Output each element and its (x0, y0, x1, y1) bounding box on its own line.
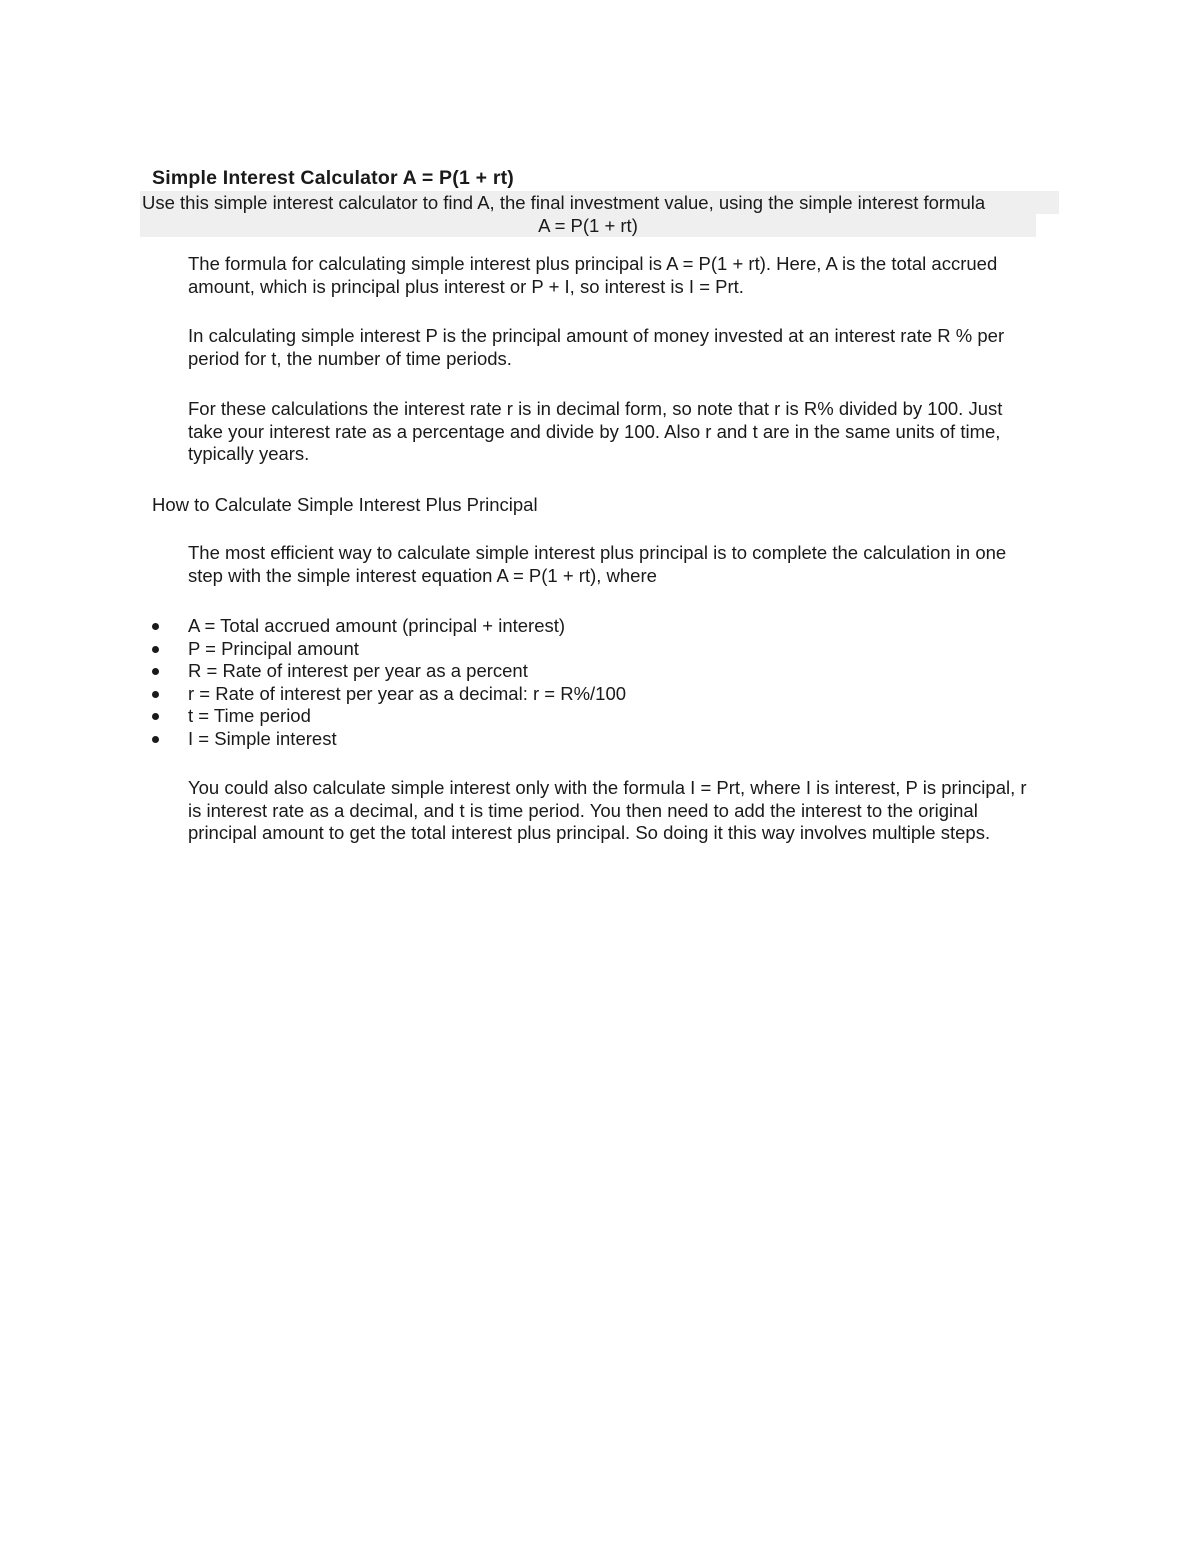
paragraph-efficient-way: The most efficient way to calculate simple interest plus principal is to complete the calculation in one step with the simple interest equation A = P(1 + rt), where (188, 542, 1007, 586)
document-page: Simple Interest Calculator A = P(1 + rt) Use this simple interest calculator to find A, the final investment value, using the simple interest formula A = P(1 + rt) The formula for calculating simple interest plus principal is A = P(1 + rt). Here, A is the total accrued amount, which is principal plus interest or P + I, so interest is I = Prt. In calculating simple interest P is the principal amount of money invested at an interest rate R % per period for t, the number of time periods. For these calculations the interest rate r is in decimal form, so note that r is R% divided by 100. Just take your interest rate as a percentage and divide by 100. Also r and t are in the same units of time, typically years. How to Calculate Simple Interest Plus Principal The most efficient way to calculate simple interest plus principal is to complete the calculation in one step with the simple interest equation A = P(1 + rt), where A = Total accrued amount (principal + interest) P = Principal amount R = Rate of interest per year as a percent r = Rate of interest per year as a decimal: r = R%/100 t = Time period I = Simple interest You could also calculate simple interest only with the formula I = Prt, where I is interest, P is principal, r is interest rate as a decimal, and t is time period. You then need to add the interest to the original principal amount to get the total interest plus principal. So doing it this way involves multiple steps. (0, 0, 1200, 1553)
paragraph-interest-only: You could also calculate simple interest only with the formula I = Prt, where I is interest, P is principal, r is interest rate as a decimal, and t is time period. You then need to add the interest to the original principal amount to get the total interest plus principal. So doing it this way involves multiple steps. (188, 777, 1027, 844)
bullet-icon (152, 691, 159, 698)
section-heading: How to Calculate Simple Interest Plus Principal (152, 494, 538, 515)
bullet-icon (152, 736, 159, 743)
bullet-icon (152, 668, 159, 675)
bullet-icon (152, 623, 159, 630)
paragraph-decimal-rate: For these calculations the interest rate r is in decimal form, so note that r is R% divided by 100. Just take your interest rate as a percentage and divide by 100. Also r and t are in the same units of time, typically years. (188, 398, 1003, 465)
intro-text-line-1: Use this simple interest calculator to find A, the final investment value, using the simple interest formula (142, 192, 986, 213)
bullet-icon (152, 713, 159, 720)
paragraph-principal-definition: In calculating simple interest P is the principal amount of money invested at an interest rate R % per period for t, the number of time periods. (188, 325, 1005, 369)
document-title: Simple Interest Calculator A = P(1 + rt) (152, 167, 514, 189)
bullet-icon (152, 646, 159, 653)
paragraph-formula-explanation: The formula for calculating simple interest plus principal is A = P(1 + rt). Here, A is the total accrued amount, which is principal plus interest or P + I, so interest is I = Prt. (188, 253, 998, 297)
intro-highlight-line-1 (140, 191, 1059, 214)
intro-formula: A = P(1 + rt) (538, 215, 638, 236)
intro-highlight-line-2 (140, 214, 1036, 237)
